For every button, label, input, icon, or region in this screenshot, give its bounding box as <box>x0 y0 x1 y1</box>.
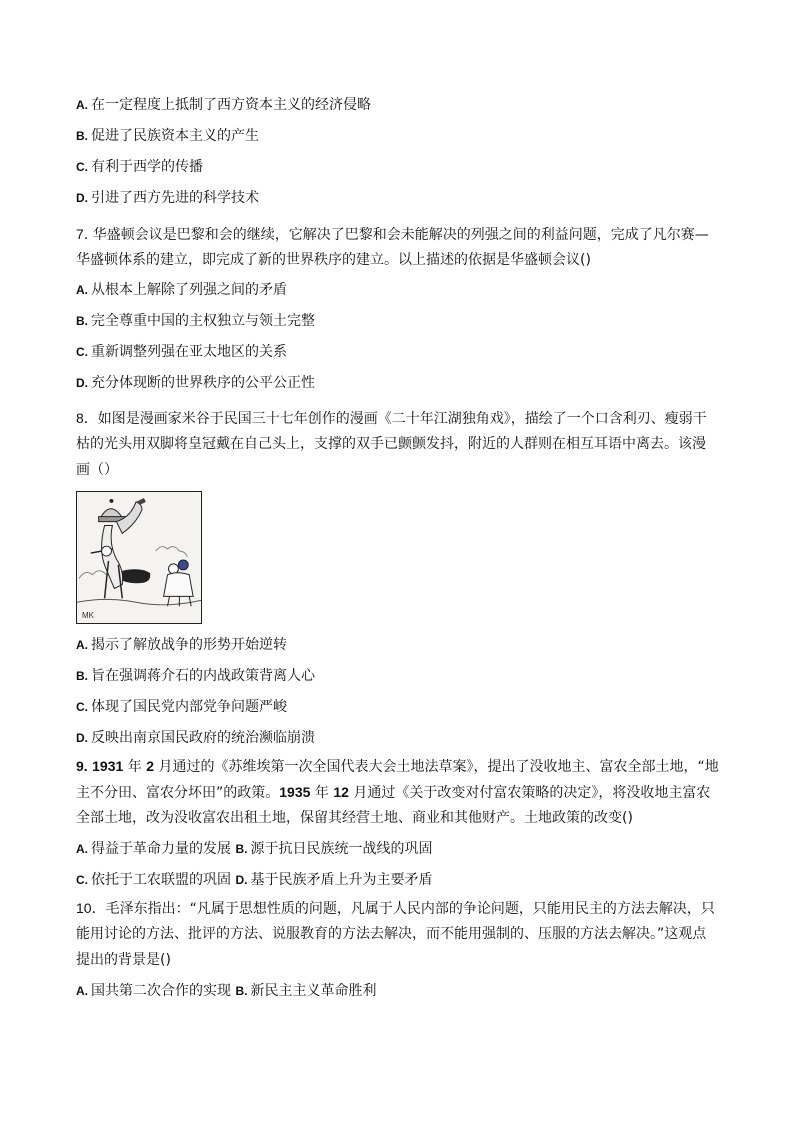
year-value: 1931 <box>92 758 124 774</box>
cartoon-drawing <box>77 492 201 623</box>
question-text: 年 <box>310 785 334 801</box>
q6-option-a[interactable] <box>76 95 371 115</box>
option-text: 源于抗日民族统一战线的巩固 <box>250 841 433 857</box>
q9-option-c[interactable] <box>76 872 235 888</box>
question-text: 能用讨论的方法、批评的方法、说服教育的方法去解决，而不能用强制的、压服的方法去解决。”这观点 <box>76 926 707 942</box>
option-letter: B. <box>235 984 248 998</box>
option-text: 在一定程度上抵制了西方资本主义的经济侵略 <box>91 97 371 113</box>
option-letter: D. <box>76 731 88 745</box>
option-text: 反映出南京国民政府的统治濒临崩溃 <box>91 730 315 746</box>
option-letter: B. <box>235 842 248 856</box>
option-letter: A. <box>76 98 88 112</box>
question-text: 主不分田、富农分坏田”的政策。 <box>76 785 280 801</box>
ground-line <box>77 599 201 604</box>
question-text: 画（） <box>76 462 118 478</box>
year-value: 1935 <box>279 784 311 800</box>
option-letter: A. <box>76 283 88 297</box>
cartoon-image <box>76 491 202 624</box>
q7-option-a[interactable] <box>76 280 287 300</box>
cloud-shape <box>156 547 187 557</box>
q9-stem-line-3 <box>76 808 633 828</box>
question-text: 全部土地，改为没收富农出租土地，保留其经营土地、商业和其他财产。土地政策的改变() <box>76 810 633 826</box>
q9-stem-line-1 <box>76 756 719 777</box>
q10-options-row-1 <box>76 981 376 1001</box>
option-text: 充分体现断的世界秩序的公平公正性 <box>91 375 315 391</box>
option-text: 完全尊重中国的主权独立与领土完整 <box>91 313 315 329</box>
option-letter: A. <box>76 842 88 856</box>
option-letter: D. <box>235 873 248 887</box>
option-text: 基于民族矛盾上升为主要矛盾 <box>250 872 433 888</box>
option-letter: C. <box>76 700 88 714</box>
q8-stem-line-2 <box>76 434 706 454</box>
option-text: 体现了国民党内部党争问题严峻 <box>91 699 287 715</box>
crowd-head <box>169 564 179 574</box>
q7-stem-line-1 <box>76 224 709 245</box>
question-text: 月通过的《苏维埃第一次全国代表大会土地法草案》，提出了没收地主、富农全部土地，“地 <box>154 759 719 775</box>
q8-option-a[interactable] <box>76 635 287 655</box>
q8-stem-line-1 <box>76 408 707 429</box>
option-letter: C. <box>76 873 88 887</box>
cartoon-signature: MK <box>82 611 94 620</box>
option-text: 国共第二次合作的实现 <box>91 983 236 999</box>
question-number: 9. <box>76 758 88 774</box>
question-text: 月通过《关于改变对付富农策略的决定》，将没收地主富农 <box>348 785 711 801</box>
question-text: 年 <box>123 759 147 775</box>
figure-garment <box>122 569 150 583</box>
option-text: 依托于工农联盟的巩固 <box>91 872 236 888</box>
option-letter: D. <box>76 376 88 390</box>
q9-option-a[interactable] <box>76 841 235 857</box>
figure-head <box>102 546 112 556</box>
q7-stem-line-2 <box>76 250 591 270</box>
q9-option-d[interactable] <box>235 872 432 888</box>
option-letter: B. <box>76 129 88 143</box>
option-text: 有利于西学的传播 <box>91 159 203 175</box>
crown-jewel <box>109 499 113 503</box>
option-letter: A. <box>76 638 88 652</box>
q10-stem-line-2 <box>76 924 706 944</box>
q7-option-d[interactable] <box>76 373 315 393</box>
q7-option-c[interactable] <box>76 342 287 362</box>
option-letter: B. <box>76 669 88 683</box>
q10-option-b[interactable] <box>235 983 376 999</box>
q8-option-d[interactable] <box>76 728 315 748</box>
q10-stem-line-3 <box>76 950 171 970</box>
question-text: 华盛顿体系的建立，即完成了新的世界秩序的建立。以上描述的依据是华盛顿会议() <box>76 252 591 268</box>
question-text: ．如图是漫画家米谷于民国三十七年创作的漫画《二十年江湖独角戏》，描绘了一个口含利刃、瘦弱干 <box>83 411 707 427</box>
question-text: ．毛泽东指出：“凡属于思想性质的问题，凡属于人民内部的争论问题，只能用民主的方法去解决，只 <box>91 901 715 917</box>
q8-option-b[interactable] <box>76 666 315 686</box>
q6-option-c[interactable] <box>76 157 203 177</box>
crowd-head <box>178 560 188 570</box>
q6-option-b[interactable] <box>76 126 259 146</box>
option-text: 得益于革命力量的发展 <box>91 841 236 857</box>
q10-option-a[interactable] <box>76 983 235 999</box>
q9-stem-line-2 <box>76 782 710 803</box>
option-text: 揭示了解放战争的形势开始逆转 <box>91 637 287 653</box>
q9-options-row-2 <box>76 870 432 890</box>
option-letter: D. <box>76 191 88 205</box>
option-text: 从根本上解除了列强之间的矛盾 <box>91 282 287 298</box>
q8-option-c[interactable] <box>76 697 287 717</box>
option-text: 重新调整列强在亚太地区的关系 <box>91 344 287 360</box>
option-text: 引进了西方先进的科学技术 <box>91 190 259 206</box>
option-letter: B. <box>76 314 88 328</box>
q8-stem-line-3 <box>76 460 118 480</box>
month-value: 2 <box>146 758 154 774</box>
q9-option-b[interactable] <box>235 841 432 857</box>
question-text: 枯的光头用双脚将皇冠戴在自己头上，支撑的双手已颤颤发抖，附近的人群则在相互耳语中离去。该漫 <box>76 436 706 452</box>
question-text: 提出的背景是() <box>76 952 171 968</box>
option-letter: A. <box>76 984 88 998</box>
question-number: 10 <box>76 900 92 916</box>
crowd-bodies <box>164 573 194 597</box>
question-number: 7 <box>76 226 84 242</box>
q10-stem-line-1 <box>76 898 715 919</box>
question-text: . 华盛顿会议是巴黎和会的继续，它解决了巴黎和会未能解决的列强之间的利益问题，完成了凡尔赛— <box>83 227 709 243</box>
q9-options-row-1 <box>76 839 432 859</box>
option-letter: C. <box>76 345 88 359</box>
option-letter: C. <box>76 160 88 174</box>
option-text: 旨在强调蒋介石的内战政策背离人心 <box>91 668 315 684</box>
question-number: 8 <box>76 410 84 426</box>
q6-option-d[interactable] <box>76 188 259 208</box>
month-value: 12 <box>333 784 349 800</box>
option-text: 促进了民族资本主义的产生 <box>91 128 259 144</box>
q7-option-b[interactable] <box>76 311 315 331</box>
option-text: 新民主主义革命胜利 <box>250 983 377 999</box>
